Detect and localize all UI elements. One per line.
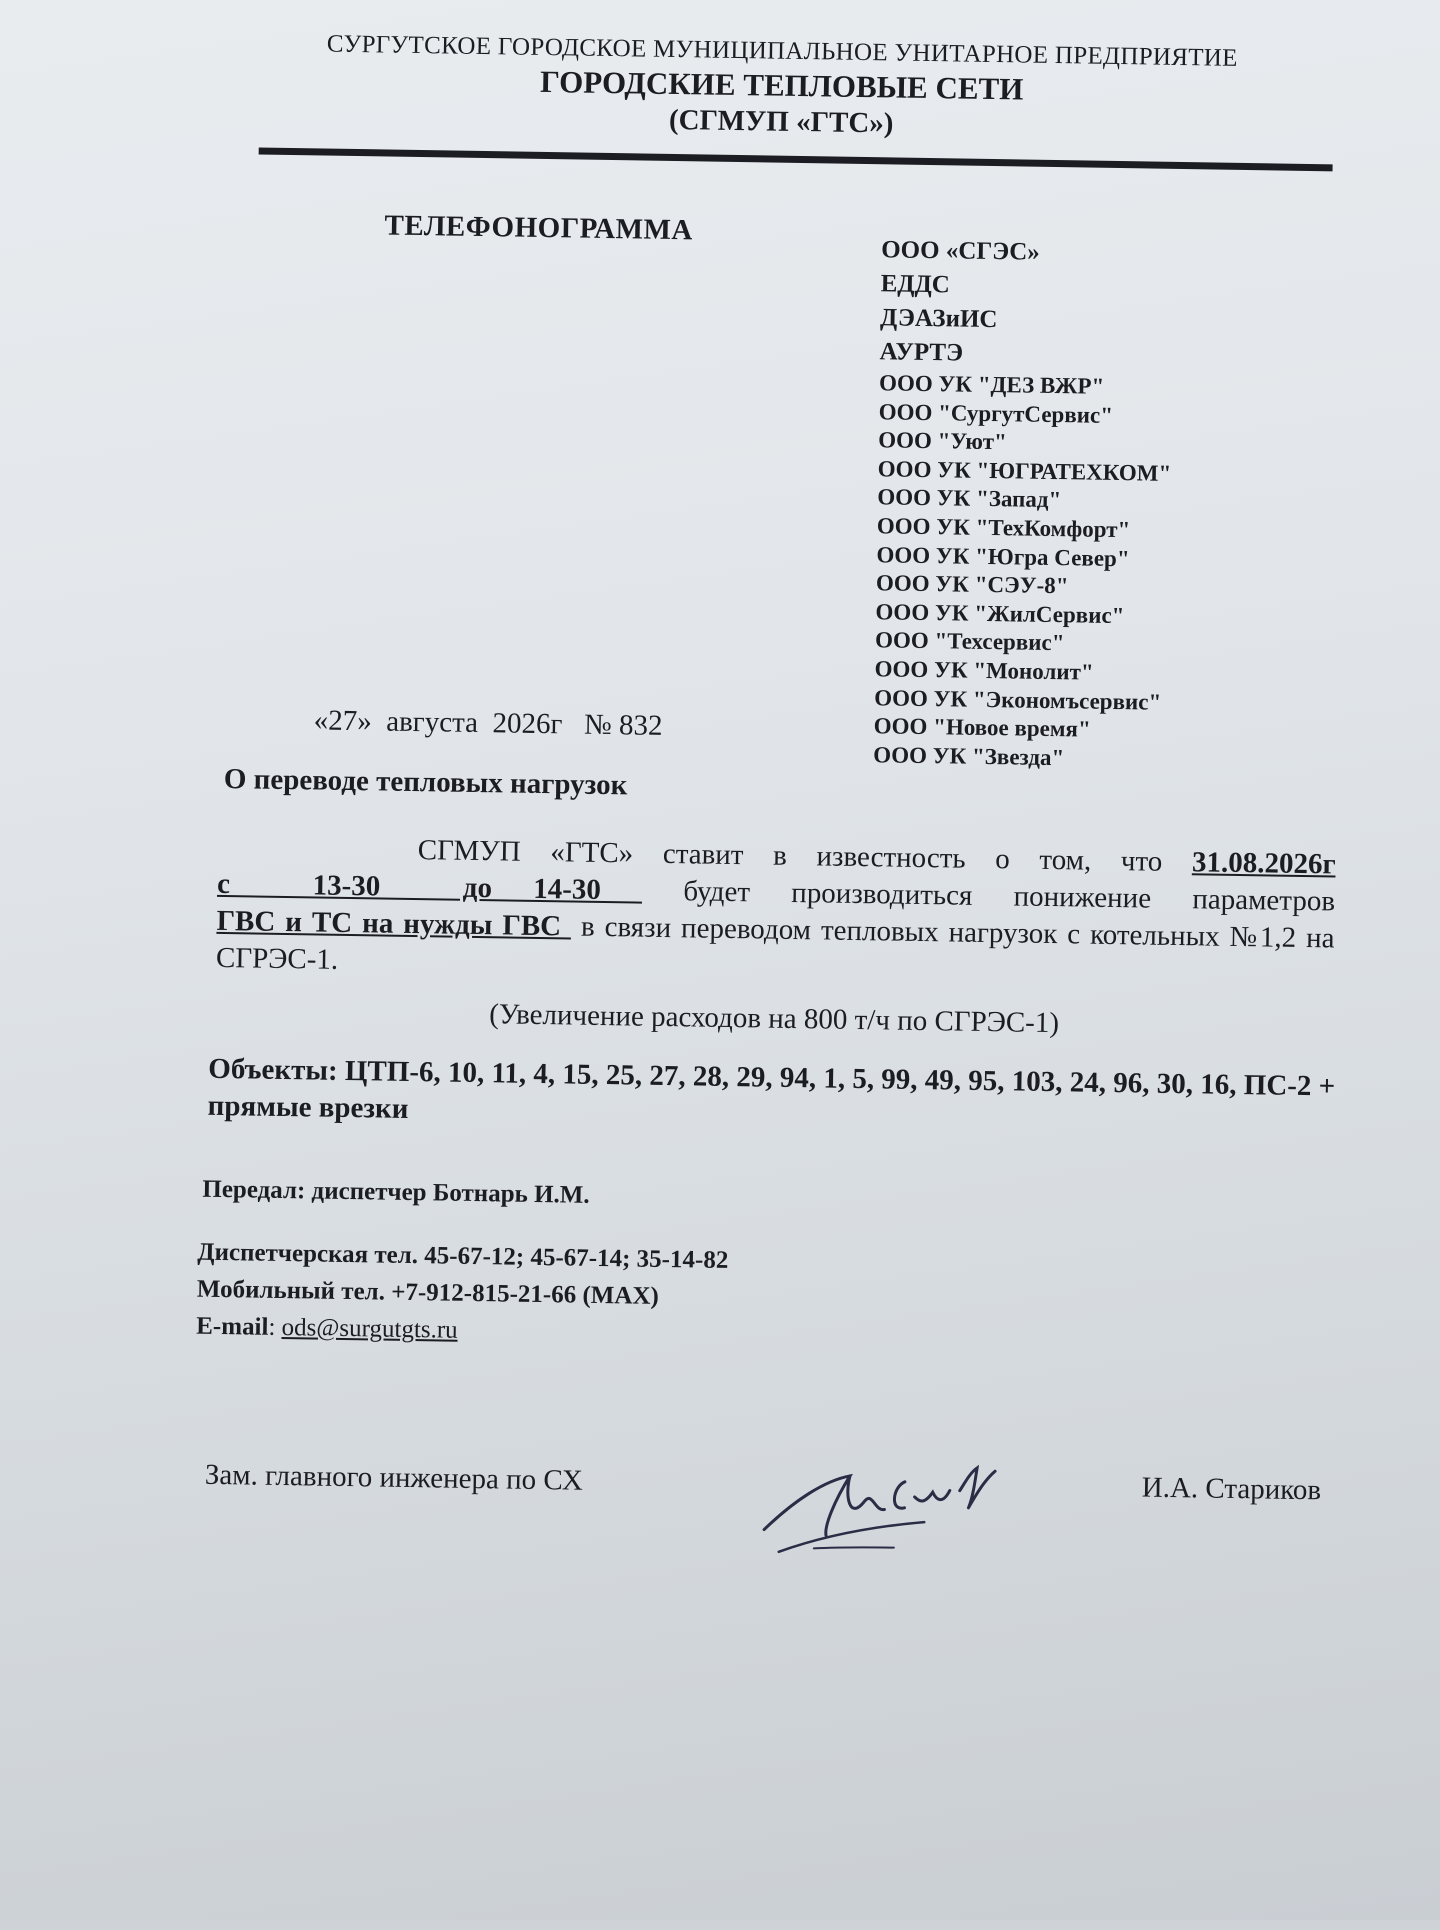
- recipient: ООО "Техсервис": [874, 627, 1065, 656]
- document-date-number: «27» августа 2026г № 832: [313, 704, 663, 742]
- recipient: ООО УК "ДЕЗ ВЖР": [878, 370, 1105, 399]
- letterhead: [256, 29, 1307, 146]
- signer-position: Зам. главного инженера по СХ: [204, 1458, 584, 1497]
- objects-list: Объекты: ЦТП-6, 10, 11, 4, 15, 25, 27, 28, 29, 94, 1, 5, 99, 49, 95, 103, 24, 96, 30, 16, ПС-2 + прямые врезки: [207, 1052, 1336, 1125]
- recipient: ООО УК "Югра Север": [876, 541, 1130, 571]
- body-text-3: в связи переводом тепловых нагрузок с котельных №1,2 на СГРЭС-1.: [215, 910, 1335, 976]
- recipient: ООО УК "Звезда": [873, 741, 1065, 770]
- body-gvs: ГВС и ТС на нужды ГВС: [216, 904, 572, 943]
- document-title: ТЕЛЕФОНОГРАММА: [384, 209, 694, 247]
- body-text-1: СГМУП «ГТС» ставит в известность о том, что: [417, 834, 1163, 878]
- mobile-phone: Мобильный тел. +7-912-815-21-66 (MAX): [196, 1275, 660, 1310]
- recipient: ООО УК "ЖилСервис": [875, 598, 1125, 628]
- org-name: ГОРОДСКИЕ ТЕПЛОВЫЕ СЕТИ: [539, 63, 1024, 107]
- letterhead-divider: [259, 147, 1333, 171]
- contacts-block: [196, 1234, 729, 1353]
- email-link[interactable]: ods@surgutgts.ru: [281, 1313, 458, 1344]
- signer-name: И.А. Стариков: [1141, 1471, 1322, 1507]
- recipients-list: [873, 233, 1175, 774]
- body-text-2: будет производиться понижение параметров: [683, 875, 1336, 918]
- flow-note: (Увеличение расходов на 800 т/ч по СГРЭС-1): [489, 998, 1060, 1040]
- recipient: ООО «СГЭС»: [881, 236, 1040, 266]
- recipient: ООО УК "Экономъсервис": [874, 684, 1162, 715]
- org-abbreviation: (СГМУП «ГТС»): [668, 103, 894, 140]
- recipient: ДЭАЗиИС: [879, 304, 998, 334]
- email-label: E-mail: [196, 1312, 269, 1341]
- recipient: ООО УК "Монолит": [874, 656, 1094, 685]
- document-subject: О переводе тепловых нагрузок: [223, 763, 628, 802]
- email-separator: :: [268, 1313, 282, 1341]
- recipient: ООО УК "СЭУ-8": [875, 570, 1069, 599]
- org-full-name: СУРГУТСКОЕ ГОРОДСКОЕ МУНИЦИПАЛЬНОЕ УНИТАРНОЕ ПРЕДПРИЯТИЕ: [326, 30, 1238, 72]
- recipient: ООО УК "ТехКомфорт": [876, 513, 1131, 543]
- body-time: с 13-30 до 14-30: [216, 867, 643, 907]
- recipient: АУРТЭ: [879, 338, 964, 367]
- recipient: ООО "Уют": [878, 427, 1007, 455]
- handwritten-signature: [754, 1439, 1016, 1563]
- sender-line: Передал: диспетчер Ботнарь И.М.: [202, 1175, 590, 1209]
- recipient: ООО УК "ЮГРАТЕХКОМ": [877, 456, 1172, 486]
- recipient: ООО "СургутСервис": [878, 398, 1114, 428]
- dispatch-phone: Диспетчерская тел. 45-67-12; 45-67-14; 35-14-82: [197, 1238, 729, 1275]
- recipient: ООО "Новое время": [873, 713, 1091, 742]
- recipient: ЕДДС: [880, 270, 951, 299]
- body-paragraph: [216, 829, 1336, 995]
- recipient: ООО УК "Запад": [877, 484, 1062, 513]
- body-date: 31.08.2026г: [1191, 846, 1336, 881]
